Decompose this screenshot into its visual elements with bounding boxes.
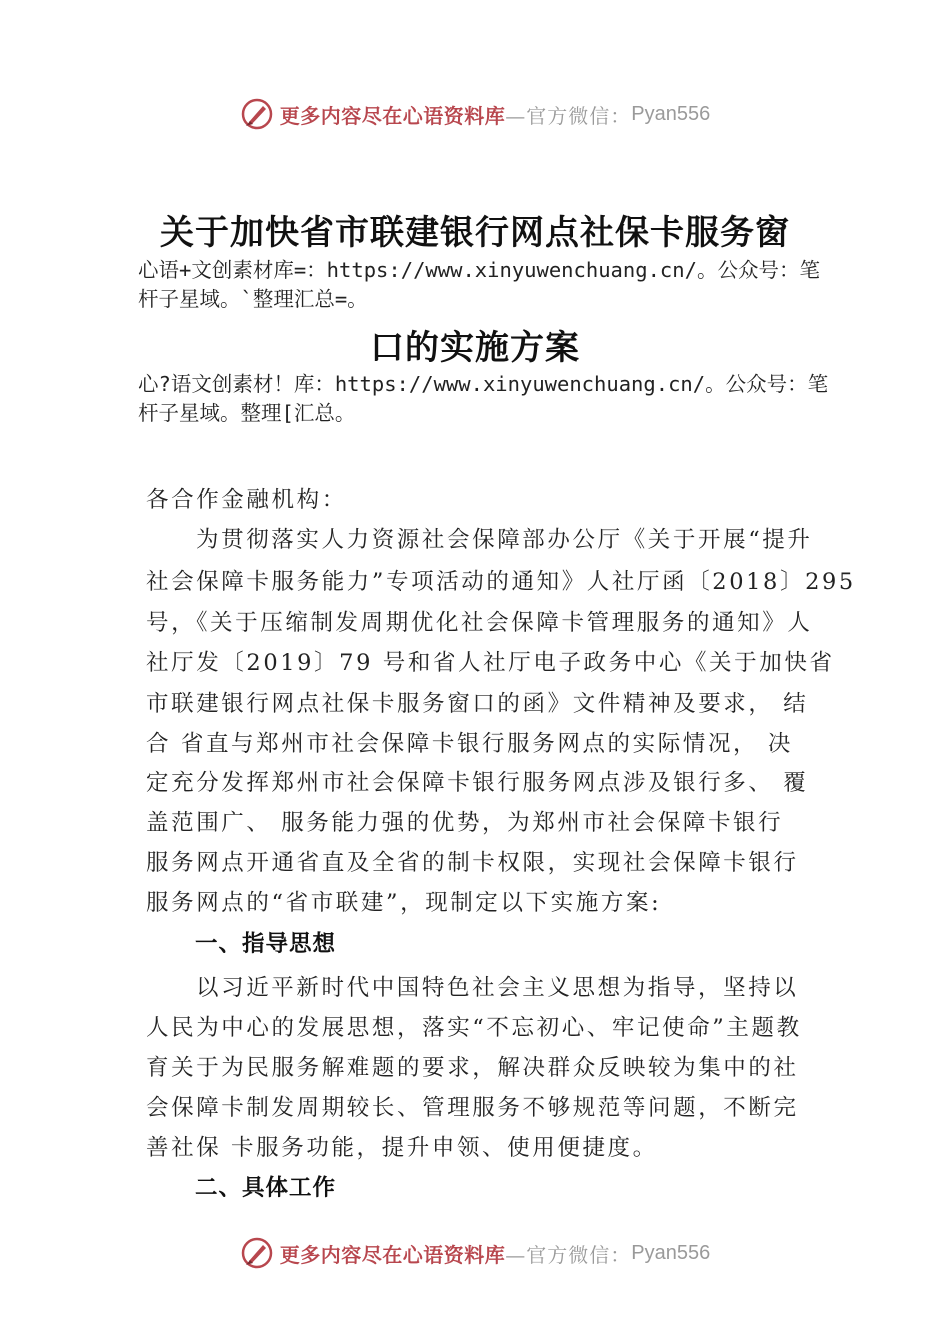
paragraph-line: 为贯彻落实人力资源社会保障部办公厅《关于开展“提升 <box>196 527 813 553</box>
footer-banner <box>0 1233 950 1273</box>
injected-watermark-text-2: 心?语文创素材！库：https://www.xinyuwenchuang.cn/。公众号：笔杆子星域。整理[汇总。 <box>138 372 829 425</box>
paragraph-line: 市联建银行网点社保卡服务窗口的函》文件精神及要求， 结 <box>146 691 809 717</box>
paragraph-line: 合 省直与郑州市社会保障卡银行服务网点的实际情况， 决 <box>146 731 794 757</box>
paragraph-line: 人民为中心的发展思想，落实“不忘初心、牢记使命”主题教 <box>146 1015 802 1041</box>
paragraph-line: 号，《关于压缩制发周期优化社会保障卡管理服务的通知》人 <box>146 610 813 636</box>
paragraph-line: 会保障卡制发周期较长、管理服务不够规范等问题，不断完 <box>146 1095 799 1121</box>
document-title-line-1: 关于加快省市联建银行网点社保卡服务窗 <box>160 213 790 253</box>
document-title-line-2: 口的实施方案 <box>370 328 580 368</box>
paragraph-line: 盖范围广、 服务能力强的优势，为郑州市社会保障卡银行 <box>146 810 784 836</box>
banner-wechat-id: Pyan556 <box>631 102 711 125</box>
paragraph-line: 育关于为民服务解难题的要求，解决群众反映较为集中的社 <box>146 1055 799 1081</box>
injected-watermark-text-1: 心语+文创素材库=：https://www.xinyuwenchuang.cn/。公众号：笔杆子星域。`整理汇总=。 <box>138 258 820 311</box>
banner-wechat-id: Pyan556 <box>631 1241 711 1264</box>
paragraph-line: 善社保 卡服务功能，提升申领、使用便捷度。 <box>146 1135 658 1161</box>
section-heading-1: 一、指导思想 <box>195 931 337 957</box>
salutation: 各合作金融机构： <box>146 487 347 513</box>
paragraph-line: 服务网点的“省市联建”，现制定以下实施方案: <box>146 890 662 916</box>
pen-logo-icon <box>240 1236 274 1270</box>
banner-wechat-label: —官方微信： <box>505 1242 632 1267</box>
paragraph-line: 社厅发〔2019〕79 号和省人社厅电子政务中心《关于加快省 <box>146 650 835 676</box>
header-banner <box>0 94 950 134</box>
paragraph-line: 定充分发挥郑州市社会保障卡银行服务网点涉及银行多、 覆 <box>146 770 809 796</box>
pen-logo-icon <box>240 97 274 131</box>
paragraph-line: 以习近平新时代中国特色社会主义思想为指导，坚持以 <box>196 975 799 1001</box>
paragraph-line: 服务网点开通省直及全省的制卡权限，实现社会保障卡银行 <box>146 850 799 876</box>
section-heading-2: 二、具体工作 <box>195 1175 337 1201</box>
paragraph-line: 社会保障卡服务能力”专项活动的通知》人社厅函〔2018〕295 <box>146 569 856 595</box>
banner-library-text: 更多内容尽在心语资料库 <box>279 103 506 128</box>
banner-wechat-label: —官方微信： <box>505 103 632 128</box>
banner-library-text: 更多内容尽在心语资料库 <box>279 1242 506 1267</box>
